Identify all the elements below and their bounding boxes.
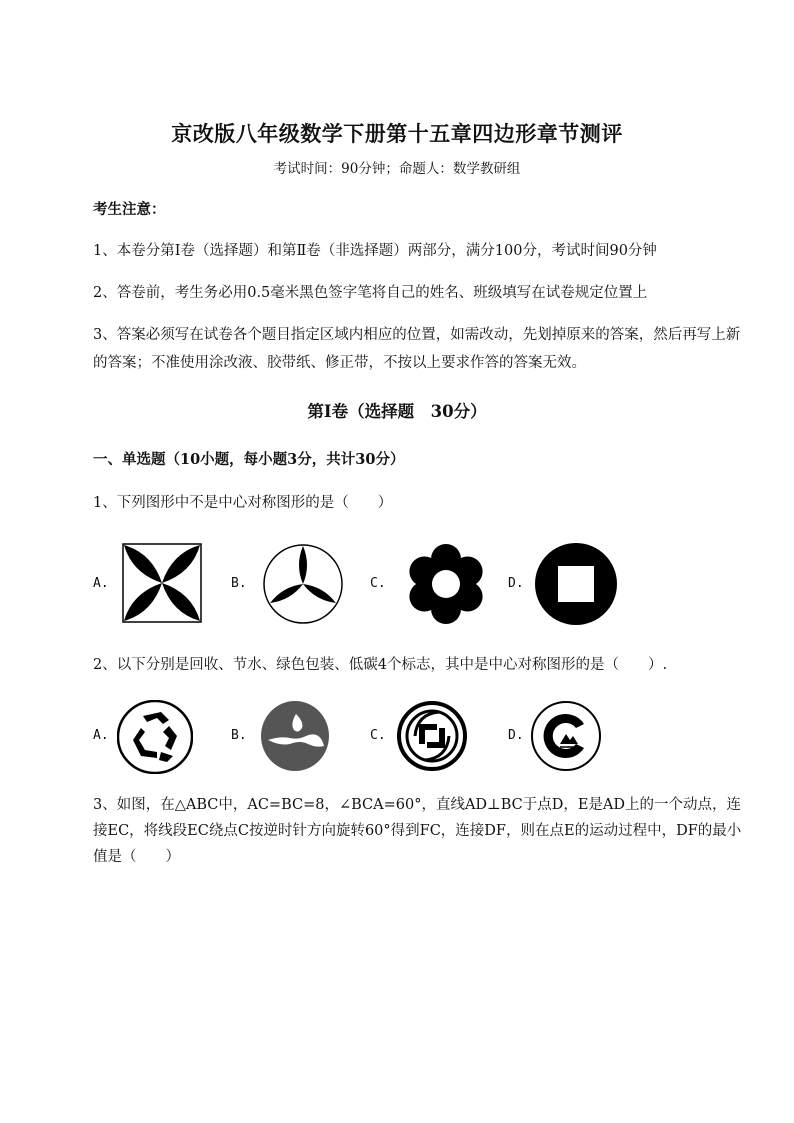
question-2-stem: 2、以下分别是回收、节水、绿色包装、低碳4个标志，其中是中心对称图形的是（ ）. <box>93 657 668 673</box>
q1-option-a-figure <box>122 543 202 623</box>
q1-option-b-figure <box>262 543 344 625</box>
q2-option-a-label: A. <box>93 728 109 743</box>
q2-option-a-figure <box>117 700 193 774</box>
q1-option-c-figure <box>404 542 488 626</box>
q1-option-c-label: C. <box>370 576 386 591</box>
notice-item-3: 3、答案必须写在试卷各个题目指定区域内相应的位置，如需改动，先划掉原来的答案，然后再写上新的答案；不准使用涂改液、胶带纸、修正带，不按以上要求作答的答案无效。 <box>93 327 741 371</box>
q2-option-d-label: D. <box>508 728 524 743</box>
q2-option-b-figure <box>260 700 330 772</box>
notice-heading: 考生注意： <box>93 201 166 218</box>
notice-item-2: 2、答卷前，考生务必用0.5毫米黑色签字笔将自己的姓名、班级填写在试卷规定位置上 <box>93 285 648 301</box>
q1-option-a-label: A. <box>93 576 109 591</box>
q1-option-d-figure <box>534 542 618 626</box>
part-heading: 一、单选题（10小题，每小题3分，共计30分） <box>93 451 405 468</box>
question-1-stem: 1、下列图形中不是中心对称图形的是（ ） <box>93 495 393 511</box>
q2-option-c-label: C. <box>370 728 386 743</box>
q2-option-d-figure <box>530 700 602 772</box>
section-title: 第Ⅰ卷（选择题 30分） <box>307 402 487 421</box>
exam-title: 京改版八年级数学下册第十五章四边形章节测评 <box>171 121 623 146</box>
q2-option-c-figure <box>397 700 467 772</box>
notice-item-1: 1、本卷分第Ⅰ卷（选择题）和第Ⅱ卷（非选择题）两部分，满分100分，考试时间90分钟 <box>93 243 657 259</box>
q1-option-d-label: D. <box>508 576 524 591</box>
q1-option-b-label: B. <box>231 576 247 591</box>
q2-option-b-label: B. <box>231 728 247 743</box>
exam-subtitle: 考试时间：90分钟；命题人：数学教研组 <box>273 161 521 177</box>
question-3-stem: 3、如图，在△ABC中，AC=BC=8，∠BCA=60°，直线AD⊥BC于点D，E是AD上的一个动点，连接EC，将线段EC绕点C按逆时针方向旋转60°得到FC，连接DF，则在点E的运动过程中，DF的最小值是（ ） <box>93 797 742 865</box>
